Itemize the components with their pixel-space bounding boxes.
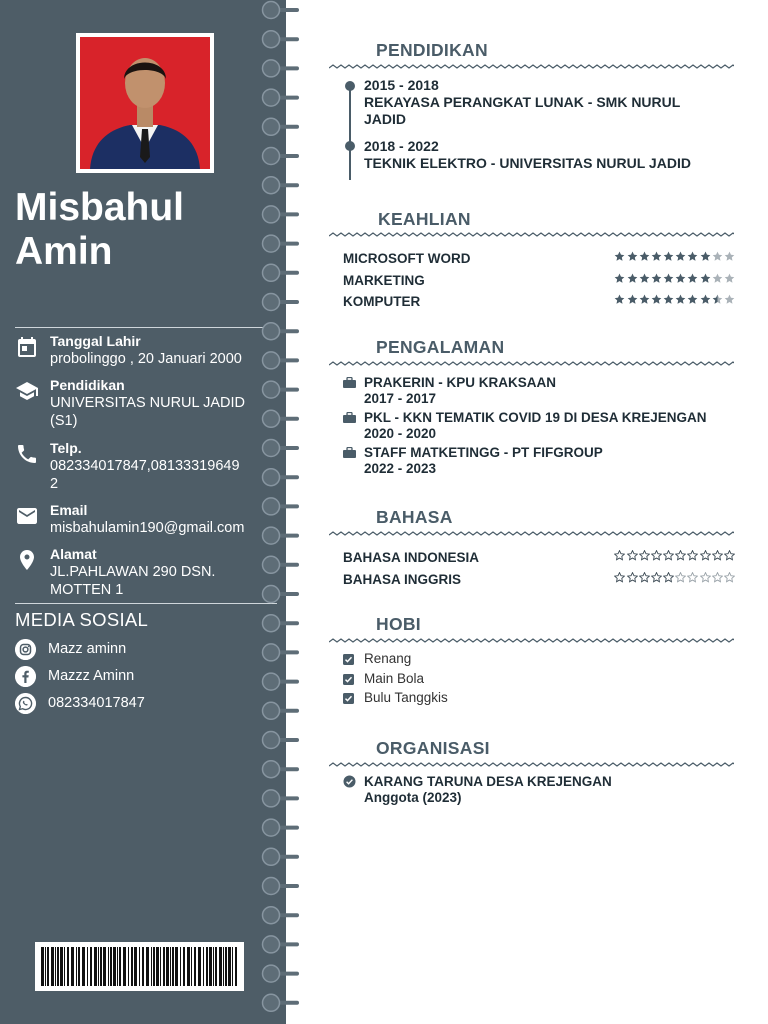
spiral-ring — [263, 732, 300, 749]
star-filled-icon — [614, 550, 625, 561]
barcode-bar — [146, 947, 149, 986]
star-empty-icon — [724, 572, 735, 583]
star-filled-icon — [675, 273, 686, 284]
barcode-bar — [180, 947, 181, 986]
barcode-bar — [142, 947, 144, 986]
star-filled-icon — [639, 572, 650, 583]
barcode-bar — [47, 947, 49, 986]
star-filled-icon — [651, 251, 662, 262]
skill-name: MICROSOFT WORD — [343, 251, 471, 266]
star-filled-icon — [724, 550, 735, 561]
section-divider — [329, 361, 734, 369]
spiral-ring — [263, 118, 300, 135]
whatsapp-icon — [15, 693, 36, 714]
barcode-bar — [90, 947, 92, 986]
section-title-skills: KEAHLIAN — [378, 209, 471, 229]
barcode-bar — [103, 947, 106, 986]
barcode-bar — [51, 947, 54, 986]
spiral-binding — [260, 0, 304, 1024]
experience-years: 2017 - 2017 — [364, 391, 437, 406]
barcode-bar — [45, 947, 46, 986]
star-filled-icon — [651, 550, 662, 561]
section-divider — [329, 232, 734, 240]
barcode-bar — [100, 947, 102, 986]
address-label: Alamat — [50, 546, 97, 562]
barcode-bar — [119, 947, 121, 986]
star-filled-icon — [700, 550, 711, 561]
spiral-ring — [263, 352, 300, 369]
barcode-bar — [151, 947, 152, 986]
barcode-bar — [87, 947, 88, 986]
experience-title: PRAKERIN - KPU KRAKSAAN — [364, 375, 557, 390]
spiral-ring — [263, 440, 300, 457]
experience-years: 2020 - 2020 — [364, 426, 437, 441]
star-filled-icon — [627, 572, 638, 583]
education-title: TEKNIK ELEKTRO - UNIVERSITAS NURUL JADID — [364, 155, 691, 171]
barcode-bar — [71, 947, 74, 986]
spiral-ring — [263, 790, 300, 807]
section-divider — [329, 64, 734, 72]
language-name: BAHASA INDONESIA — [343, 550, 480, 565]
mail-icon — [15, 504, 39, 528]
barcode-bar — [235, 947, 237, 986]
star-filled-icon — [712, 294, 723, 305]
barcode-bar — [175, 947, 178, 986]
hobby-name: Renang — [364, 651, 412, 666]
star-filled-icon — [663, 273, 674, 284]
profile-photo — [76, 33, 214, 173]
star-filled-icon — [663, 550, 674, 561]
education-timeline — [343, 80, 357, 184]
phone-value-line1: 082334017847,08133319649 — [50, 458, 240, 474]
first-name: Misbahul — [15, 186, 185, 229]
skill-rating — [613, 251, 735, 265]
star-empty-icon — [712, 251, 723, 262]
barcode-bar — [57, 947, 59, 986]
barcode-bar — [131, 947, 133, 986]
barcode-bar — [191, 947, 192, 986]
star-filled-icon — [675, 251, 686, 262]
star-filled-icon — [627, 273, 638, 284]
skill-row — [343, 273, 735, 289]
info-birth — [15, 333, 280, 369]
checkbox-checked-icon — [343, 693, 354, 704]
barcode-bar — [153, 947, 155, 986]
education-item — [364, 138, 734, 172]
info-education — [15, 377, 280, 431]
star-filled-icon — [663, 294, 674, 305]
last-name: Amin — [15, 230, 113, 273]
star-filled-icon — [687, 550, 698, 561]
barcode-bar — [194, 947, 196, 986]
barcode — [35, 942, 244, 991]
star-filled-icon — [687, 294, 698, 305]
star-filled-icon — [687, 251, 698, 262]
divider — [15, 327, 277, 328]
spiral-ring — [263, 878, 300, 895]
section-divider — [329, 638, 734, 646]
info-email — [15, 502, 280, 538]
spiral-ring — [263, 469, 300, 486]
language-rating — [613, 572, 735, 586]
facebook-icon — [15, 666, 36, 687]
spiral-ring — [263, 31, 300, 48]
organization-role: Anggota (2023) — [364, 790, 462, 805]
language-rating — [613, 550, 735, 564]
barcode-bar — [156, 947, 159, 986]
experience-years: 2022 - 2023 — [364, 461, 437, 476]
star-filled-icon — [700, 273, 711, 284]
skill-name: MARKETING — [343, 273, 425, 288]
skill-row — [343, 294, 735, 310]
star-filled-icon — [675, 294, 686, 305]
star-filled-icon — [627, 550, 638, 561]
section-title-organizations: ORGANISASI — [376, 738, 490, 758]
star-filled-icon — [627, 294, 638, 305]
social-media-title: MEDIA SOSIAL — [15, 609, 149, 630]
star-filled-icon — [639, 550, 650, 561]
barcode-bar — [172, 947, 174, 986]
experience-title: STAFF MATKETINGG - PT FIFGROUP — [364, 445, 603, 460]
phone-icon — [15, 442, 39, 466]
barcode-bar — [94, 947, 97, 986]
skill-rating — [613, 294, 735, 308]
star-filled-icon — [614, 294, 625, 305]
barcode-bar — [223, 947, 224, 986]
barcode-bar — [67, 947, 69, 986]
timeline-dot — [345, 141, 355, 151]
star-empty-icon — [724, 251, 735, 262]
barcode-bar — [78, 947, 80, 986]
star-filled-icon — [651, 294, 662, 305]
spiral-ring — [263, 410, 300, 427]
barcode-bar — [187, 947, 190, 986]
education-value-line1: UNIVERSITAS NURUL JADID — [50, 395, 245, 411]
barcode-bar — [228, 947, 231, 986]
star-filled-icon — [687, 273, 698, 284]
spiral-ring — [263, 498, 300, 515]
star-filled-icon — [663, 572, 674, 583]
checkbox-checked-icon — [343, 654, 354, 665]
whatsapp-number: 082334017847 — [48, 695, 145, 711]
barcode-bar — [110, 947, 112, 986]
star-filled-icon — [614, 572, 625, 583]
star-empty-icon — [687, 572, 698, 583]
star-filled-icon — [614, 251, 625, 262]
barcode-bar — [60, 947, 63, 986]
spiral-ring — [263, 556, 300, 573]
full-name — [15, 186, 280, 274]
education-label: Pendidikan — [50, 377, 125, 393]
phone-label: Telp. — [50, 440, 82, 456]
star-empty-icon — [712, 273, 723, 284]
spiral-ring — [263, 615, 300, 632]
barcode-bar — [160, 947, 161, 986]
spiral-ring — [263, 702, 300, 719]
barcode-bar — [198, 947, 201, 986]
barcode-bar — [64, 947, 65, 986]
star-filled-icon — [639, 294, 650, 305]
language-row — [343, 550, 735, 566]
spiral-ring — [263, 381, 300, 398]
star-filled-icon — [712, 550, 723, 561]
spiral-ring — [263, 644, 300, 661]
star-filled-icon — [675, 550, 686, 561]
barcode-bar — [170, 947, 171, 986]
hobby-name: Bulu Tanggkis — [364, 690, 448, 705]
star-filled-icon — [663, 251, 674, 262]
barcode-bar — [232, 947, 233, 986]
birth-label: Tanggal Lahir — [50, 333, 141, 349]
star-empty-icon — [724, 294, 735, 305]
spiral-ring — [263, 60, 300, 77]
spiral-ring — [263, 2, 300, 19]
instagram-icon — [15, 639, 36, 660]
calendar-icon — [15, 335, 39, 359]
barcode-bar — [166, 947, 169, 986]
star-filled-icon — [700, 294, 711, 305]
star-empty-icon — [700, 572, 711, 583]
star-empty-icon — [675, 572, 686, 583]
star-filled-icon — [627, 251, 638, 262]
graduation-cap-icon — [15, 379, 39, 403]
spiral-ring — [263, 235, 300, 252]
star-empty-icon — [712, 572, 723, 583]
profile-photo-image — [80, 37, 210, 169]
spiral-ring — [263, 323, 300, 340]
education-years: 2018 - 2022 — [364, 138, 439, 154]
education-value-line2: (S1) — [50, 413, 78, 429]
verified-check-icon — [343, 775, 356, 788]
education-years: 2015 - 2018 — [364, 77, 439, 93]
barcode-bar — [123, 947, 126, 986]
spiral-ring — [263, 907, 300, 924]
address-value-line1: JL.PAHLAWAN 290 DSN. — [50, 564, 216, 580]
education-title-line1: REKAYASA PERANGKAT LUNAK - SMK NURUL — [364, 94, 681, 110]
section-divider — [329, 531, 734, 539]
barcode-bar — [206, 947, 208, 986]
star-filled-icon — [651, 273, 662, 284]
barcode-bar — [117, 947, 118, 986]
star-filled-icon — [651, 572, 662, 583]
skill-name: KOMPUTER — [343, 294, 421, 309]
divider — [15, 603, 277, 604]
spiral-ring — [263, 673, 300, 690]
info-phone — [15, 440, 280, 494]
barcode-bar — [139, 947, 140, 986]
timeline-dot — [345, 81, 355, 91]
spiral-ring — [263, 761, 300, 778]
language-name: BAHASA INGGRIS — [343, 572, 462, 587]
checkbox-checked-icon — [343, 674, 354, 685]
language-row — [343, 572, 735, 588]
barcode-bar — [163, 947, 165, 986]
location-pin-icon — [15, 548, 39, 572]
barcode-bar — [134, 947, 137, 986]
barcode-bar — [128, 947, 129, 986]
spiral-ring — [263, 527, 300, 544]
spiral-ring — [263, 148, 300, 165]
star-filled-icon — [639, 251, 650, 262]
barcode-bar — [82, 947, 85, 986]
experience-title: PKL - KKN TEMATIK COVID 19 DI DESA KREJENGAN — [364, 410, 707, 425]
education-title-line2: JADID — [364, 111, 407, 127]
barcode-bar — [98, 947, 99, 986]
briefcase-icon — [343, 377, 356, 388]
organization-name: KARANG TARUNA DESA KREJENGAN — [364, 774, 612, 789]
spiral-ring — [263, 294, 300, 311]
spiral-ring — [263, 936, 300, 953]
spiral-ring — [263, 586, 300, 603]
spiral-ring — [263, 819, 300, 836]
info-address — [15, 546, 280, 600]
barcode-bar — [225, 947, 227, 986]
barcode-bar — [203, 947, 204, 986]
birth-value: probolinggo , 20 Januari 2000 — [50, 351, 242, 367]
spiral-ring — [263, 89, 300, 106]
section-divider — [329, 762, 734, 770]
education-item — [364, 77, 734, 128]
skill-rating — [613, 273, 735, 287]
barcode-bar — [215, 947, 217, 986]
spiral-ring — [263, 177, 300, 194]
star-empty-icon — [724, 273, 735, 284]
spiral-ring — [263, 994, 300, 1011]
star-filled-icon — [639, 273, 650, 284]
section-title-education: PENDIDIKAN — [376, 40, 488, 60]
barcode-bar — [76, 947, 77, 986]
barcode-bar — [213, 947, 214, 986]
section-title-hobbies: HOBI — [376, 614, 421, 634]
barcode-bar — [55, 947, 56, 986]
spiral-ring — [263, 264, 300, 281]
briefcase-icon — [343, 447, 356, 458]
barcode-bar — [108, 947, 109, 986]
briefcase-icon — [343, 412, 356, 423]
barcode-bar — [113, 947, 116, 986]
instagram-handle: Mazz aminn — [48, 641, 127, 657]
star-filled-icon — [614, 273, 625, 284]
star-filled-icon — [700, 251, 711, 262]
address-value-line2: MOTTEN 1 — [50, 582, 124, 598]
email-value: misbahulamin190@gmail.com — [50, 520, 245, 536]
barcode-bar — [209, 947, 212, 986]
phone-value-line2: 2 — [50, 476, 59, 492]
facebook-handle: Mazzz Aminn — [48, 668, 135, 684]
section-title-experience: PENGALAMAN — [376, 337, 505, 357]
spiral-ring — [263, 965, 300, 982]
spiral-ring — [263, 206, 300, 223]
spiral-ring — [263, 848, 300, 865]
hobby-name: Main Bola — [364, 671, 425, 686]
barcode-bar — [219, 947, 222, 986]
barcode-bar — [183, 947, 185, 986]
email-label: Email — [50, 502, 88, 518]
skill-row — [343, 251, 735, 267]
barcode-image — [35, 942, 244, 991]
barcode-bar — [41, 947, 44, 986]
section-title-languages: BAHASA — [376, 507, 453, 527]
